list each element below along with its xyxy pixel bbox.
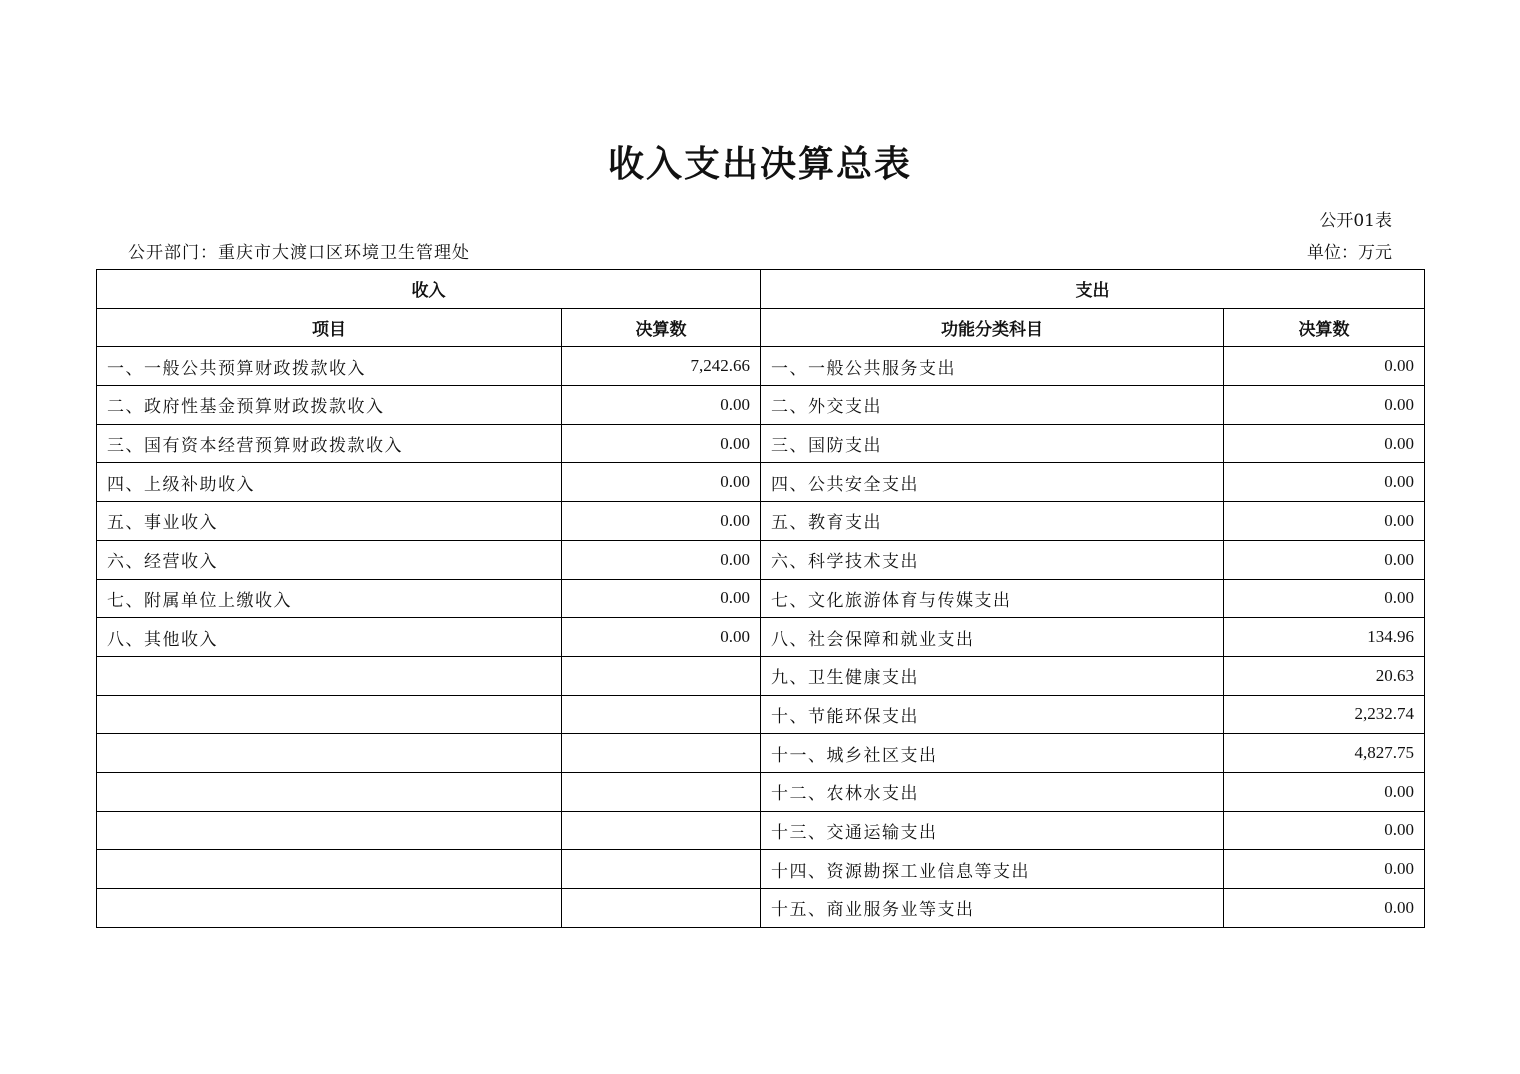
income-item-cell: [97, 734, 562, 773]
expense-item-cell: 九、卫生健康支出: [761, 656, 1224, 695]
income-amount-cell: [562, 695, 761, 734]
expense-amount-cell: 134.96: [1224, 618, 1425, 657]
expense-header: 支出: [761, 270, 1425, 309]
income-amount-cell: 7,242.66: [562, 347, 761, 386]
section-header-row: [97, 270, 1425, 309]
expense-amount-cell: 0.00: [1224, 502, 1425, 541]
expense-item-cell: 二、外交支出: [761, 386, 1224, 425]
expense-amount-cell: 0.00: [1224, 424, 1425, 463]
form-number: 公开01表: [1319, 211, 1392, 231]
table-row: [97, 889, 1425, 928]
expense-amount-cell: 0.00: [1224, 850, 1425, 889]
income-amount-cell: 0.00: [562, 540, 761, 579]
amount-column-header: 决算数: [562, 308, 761, 347]
table-row: [97, 772, 1425, 811]
expense-item-cell: 十、节能环保支出: [761, 695, 1224, 734]
column-header-row: [97, 308, 1425, 347]
income-item-cell: 四、上级补助收入: [97, 463, 562, 502]
unit-label: 单位：万元: [1307, 243, 1392, 263]
expense-amount-cell: 20.63: [1224, 656, 1425, 695]
department-label: 公开部门：重庆市大渡口区环境卫生管理处: [128, 243, 470, 263]
expense-amount-cell: 0.00: [1224, 463, 1425, 502]
table-row: [97, 347, 1425, 386]
income-amount-cell: 0.00: [562, 618, 761, 657]
expense-item-cell: 十二、农林水支出: [761, 772, 1224, 811]
expense-item-cell: 一、一般公共服务支出: [761, 347, 1224, 386]
income-item-cell: 二、政府性基金预算财政拨款收入: [97, 386, 562, 425]
income-amount-cell: [562, 656, 761, 695]
income-item-cell: 六、经营收入: [97, 540, 562, 579]
item-column-header: 项目: [97, 308, 562, 347]
expense-amount-cell: 2,232.74: [1224, 695, 1425, 734]
table-row: [97, 463, 1425, 502]
expense-item-cell: 十四、资源勘探工业信息等支出: [761, 850, 1224, 889]
income-item-cell: 八、其他收入: [97, 618, 562, 657]
table-row: [97, 502, 1425, 541]
income-item-cell: 三、国有资本经营预算财政拨款收入: [97, 424, 562, 463]
expense-item-cell: 八、社会保障和就业支出: [761, 618, 1224, 657]
income-amount-cell: [562, 734, 761, 773]
budget-summary-table: [96, 269, 1425, 928]
expense-amount-cell: 0.00: [1224, 579, 1425, 618]
income-amount-cell: 0.00: [562, 502, 761, 541]
expense-item-cell: 六、科学技术支出: [761, 540, 1224, 579]
expense-item-cell: 十五、商业服务业等支出: [761, 889, 1224, 928]
income-item-cell: 五、事业收入: [97, 502, 562, 541]
expense-amount-cell: 4,827.75: [1224, 734, 1425, 773]
table-row: [97, 734, 1425, 773]
income-item-cell: [97, 772, 562, 811]
expense-item-cell: 三、国防支出: [761, 424, 1224, 463]
income-header: 收入: [97, 270, 761, 309]
expense-amount-column-header: 决算数: [1224, 308, 1425, 347]
income-amount-cell: [562, 811, 761, 850]
expense-amount-cell: 0.00: [1224, 889, 1425, 928]
income-item-cell: [97, 656, 562, 695]
expense-item-cell: 十一、城乡社区支出: [761, 734, 1224, 773]
table-body: [97, 270, 1425, 928]
table-row: [97, 656, 1425, 695]
expense-item-cell: 十三、交通运输支出: [761, 811, 1224, 850]
income-item-cell: [97, 850, 562, 889]
income-amount-cell: 0.00: [562, 386, 761, 425]
income-item-cell: [97, 889, 562, 928]
income-item-cell: [97, 811, 562, 850]
income-amount-cell: 0.00: [562, 424, 761, 463]
income-amount-cell: [562, 850, 761, 889]
expense-item-cell: 七、文化旅游体育与传媒支出: [761, 579, 1224, 618]
table-row: [97, 850, 1425, 889]
income-item-cell: 一、一般公共预算财政拨款收入: [97, 347, 562, 386]
table-row: [97, 386, 1425, 425]
expense-item-cell: 五、教育支出: [761, 502, 1224, 541]
table-row: [97, 695, 1425, 734]
table-row: [97, 424, 1425, 463]
function-category-column-header: 功能分类科目: [761, 308, 1224, 347]
income-item-cell: 七、附属单位上缴收入: [97, 579, 562, 618]
expense-item-cell: 四、公共安全支出: [761, 463, 1224, 502]
income-item-cell: [97, 695, 562, 734]
table-row: [97, 579, 1425, 618]
expense-amount-cell: 0.00: [1224, 386, 1425, 425]
income-amount-cell: 0.00: [562, 579, 761, 618]
expense-amount-cell: 0.00: [1224, 811, 1425, 850]
expense-amount-cell: 0.00: [1224, 540, 1425, 579]
expense-amount-cell: 0.00: [1224, 772, 1425, 811]
page-title: 收入支出决算总表: [607, 144, 912, 185]
income-amount-cell: [562, 772, 761, 811]
expense-amount-cell: 0.00: [1224, 347, 1425, 386]
table-row: [97, 540, 1425, 579]
income-amount-cell: 0.00: [562, 463, 761, 502]
table-row: [97, 618, 1425, 657]
income-amount-cell: [562, 889, 761, 928]
table-row: [97, 811, 1425, 850]
